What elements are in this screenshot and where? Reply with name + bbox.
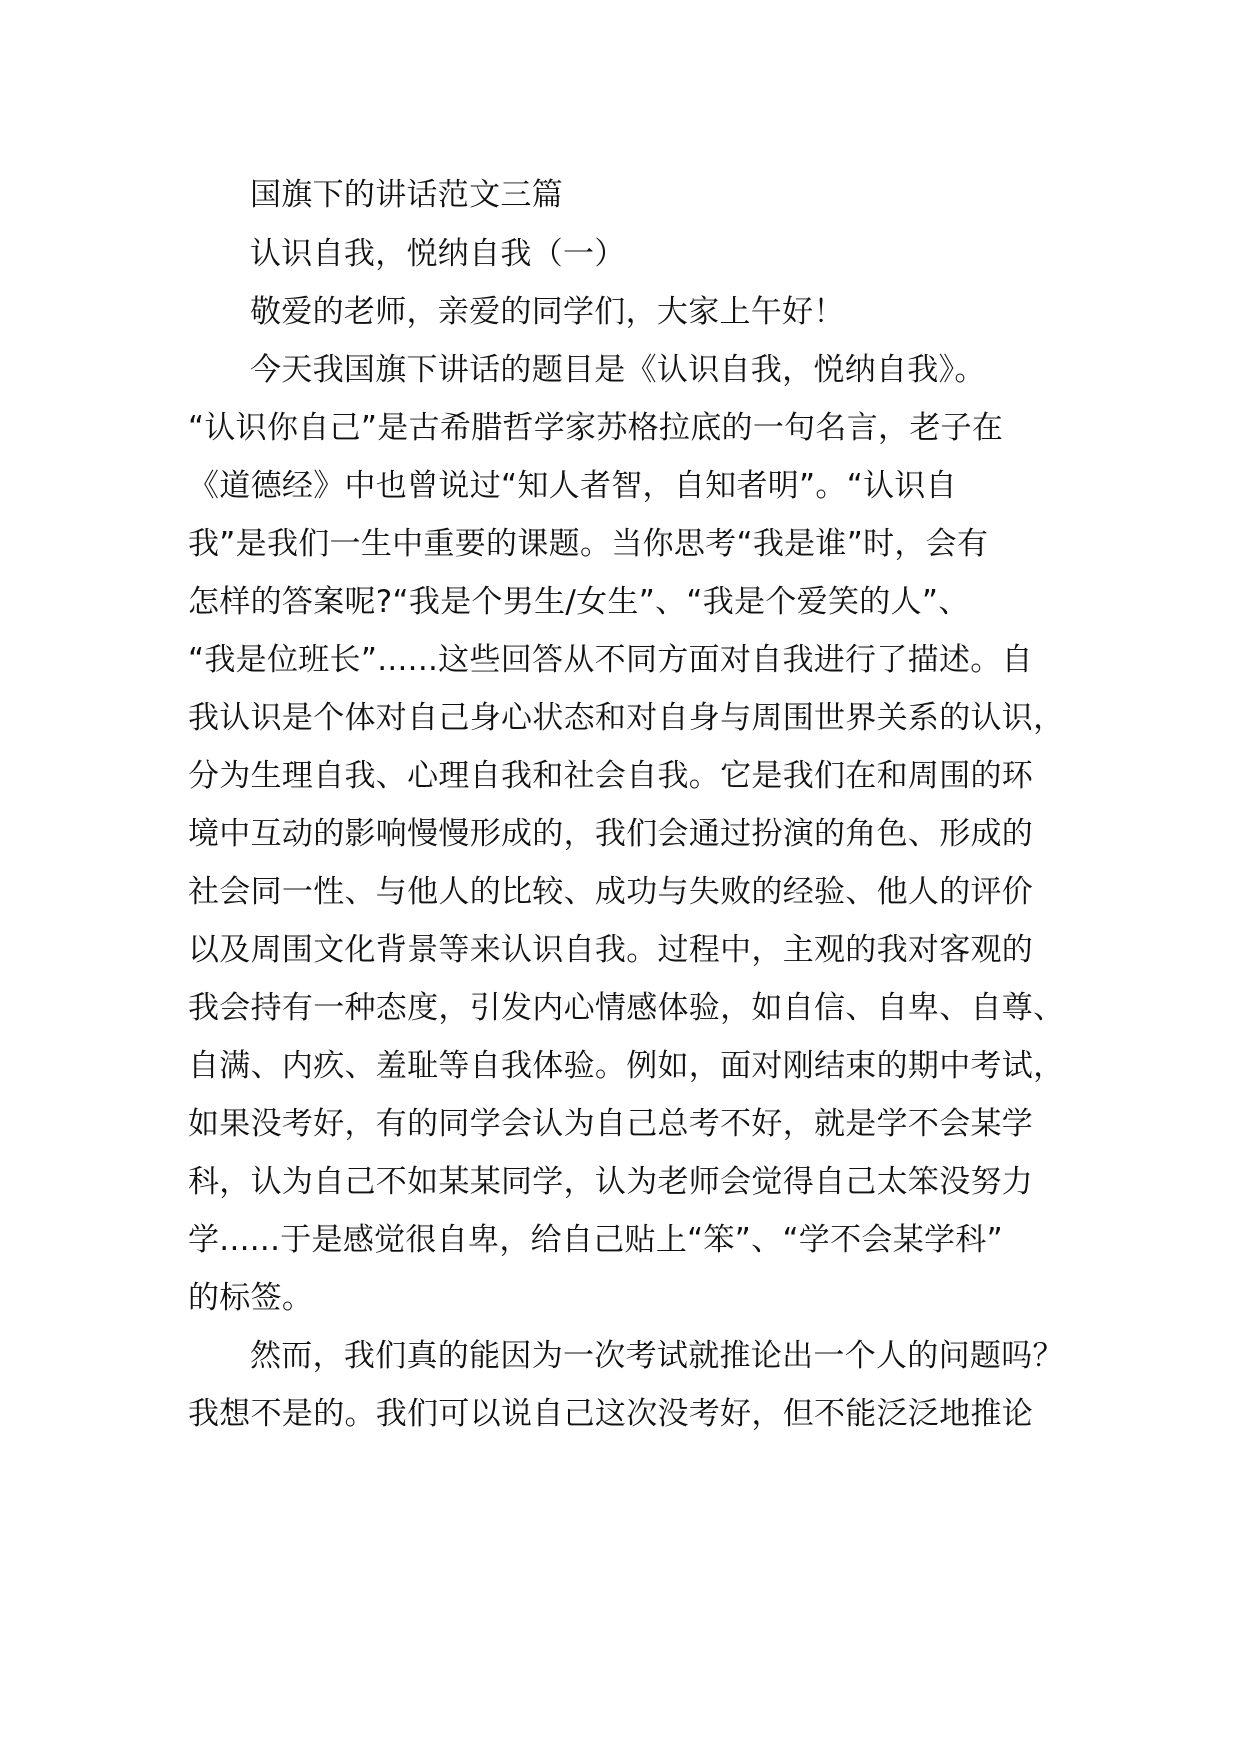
paragraph-line: 怎样的答案呢?“我是个男生/女生”、“我是个爱笑的人”、: [188, 584, 970, 620]
paragraph-line: 今天我国旗下讲话的题目是《认识自我，悦纳自我》。: [250, 352, 986, 388]
paragraph-line: 科，认为自己不如某某同学，认为老师会觉得自己太笨没努力: [188, 1164, 1034, 1200]
document-subtitle: 认识自我，悦纳自我（一）: [250, 236, 626, 272]
paragraph-line: 我认识是个体对自己身心状态和对自身与周围世界关系的认识，: [188, 700, 1065, 736]
paragraph-line: 学......于是感觉很自卑，给自己贴上“笨”、“学不会某学科”: [188, 1222, 1003, 1258]
paragraph-line: 如果没考好，有的同学会认为自己总考不好，就是学不会某学: [188, 1106, 1034, 1142]
paragraph-line: 我想不是的。我们可以说自己这次没考好，但不能泛泛地推论: [188, 1396, 1034, 1432]
paragraph-line: 自满、内疚、羞耻等自我体验。例如，面对刚结束的期中考试，: [188, 1048, 1065, 1084]
paragraph-line: 社会同一性、与他人的比较、成功与失败的经验、他人的评价: [188, 874, 1034, 910]
paragraph-line: 然而，我们真的能因为一次考试就推论出一个人的问题吗？: [250, 1338, 1064, 1374]
paragraph-line: 我”是我们一生中重要的课题。当你思考“我是谁”时，会有: [188, 526, 989, 562]
paragraph-line: 境中互动的影响慢慢形成的，我们会通过扮演的角色、形成的: [188, 816, 1034, 852]
greeting-line: 敬爱的老师，亲爱的同学们，大家上午好！: [250, 294, 845, 330]
paragraph-line: 《道德经》中也曾说过“知人者智，自知者明”。“认识自: [188, 468, 957, 504]
paragraph-line: “认识你自己”是古希腊哲学家苏格拉底的一句名言，老子在: [188, 410, 1004, 446]
paragraph-line: 以及周围文化背景等来认识自我。过程中，主观的我对客观的: [188, 932, 1034, 968]
document-title: 国旗下的讲话范文三篇: [250, 177, 563, 213]
paragraph-line: 我会持有一种态度，引发内心情感体验，如自信、自卑、自尊、: [188, 990, 1065, 1026]
paragraph-line: 分为生理自我、心理自我和社会自我。它是我们在和周围的环: [188, 758, 1034, 794]
paragraph-line: 的标签。: [188, 1280, 314, 1316]
paragraph-line: “我是位班长”......这些回答从不同方面对自我进行了描述。自: [188, 642, 1033, 678]
